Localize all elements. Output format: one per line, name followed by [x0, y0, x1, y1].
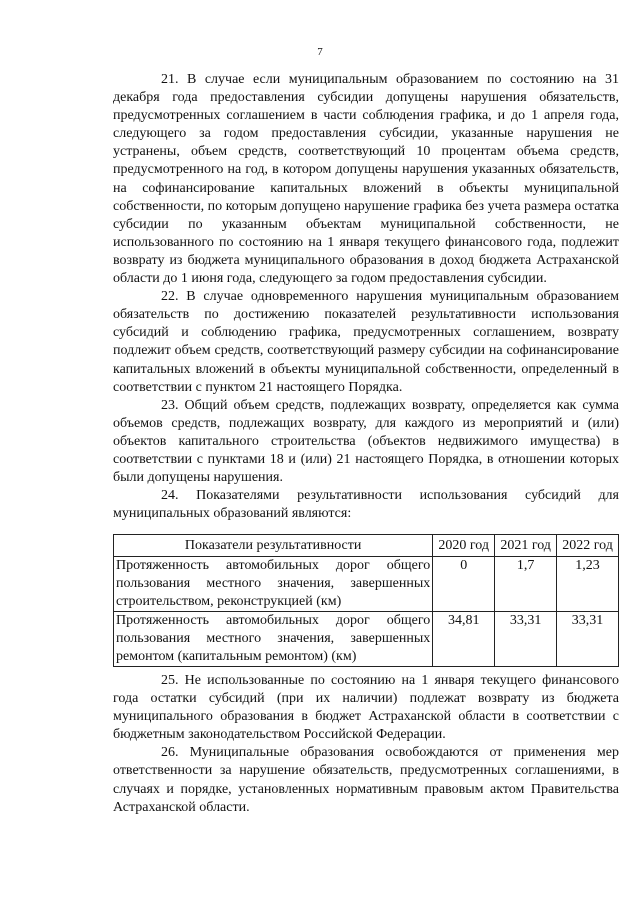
paragraph-22: 22. В случае одновременного нарушения муниципальным образованием обязательств по достижению показателей результативности использования субсидий и соблюдению графика, предусмотренных соглашением, возврату подлежит объем средств, соответствующий размеру субсидии на софинансирование капитальных вложений в объекты муниципальной собственности, определенный в соответствии с пунктом 21 настоящего Порядка.	[113, 289, 619, 395]
table-row	[114, 612, 619, 667]
paragraph-26: 26. Муниципальные образования освобождаются от применения мер ответственности за нарушение обязательств, предусмотренных соглашениями, в случаях и порядке, установленных нормативным правовым актом Правительства Астраханской области.	[113, 745, 619, 815]
paragraph-23: 23. Общий объем средств, подлежащих возврату, определяется как сумма объемов средств, подлежащих возврату, для каждого из мероприятий и (или) объектов капитального строительства (объектов недвижимого имущества) в соответствии с пунктами 18 и (или) 21 настоящего Порядка, в отношении которых были допущены нарушения.	[113, 397, 619, 486]
document-body-bottom	[113, 672, 619, 817]
indicator-value: 34,81	[433, 612, 495, 667]
indicator-value: 0	[433, 557, 495, 612]
table-row	[114, 557, 619, 612]
paragraph-24: 24. Показателями результативности использования субсидий для муниципальных образований являются:	[113, 488, 619, 522]
indicator-name: Протяженность автомобильных дорог общего пользования местного значения, завершенных ремонтом (капитальным ремонтом) (км)	[114, 612, 433, 667]
document-body-top	[113, 71, 619, 523]
indicator-value: 33,31	[557, 612, 619, 667]
indicators-table	[113, 534, 619, 667]
indicator-value: 1,7	[495, 557, 557, 612]
page-number: 7	[317, 46, 323, 58]
paragraph-25: 25. Не использованные по состоянию на 1 января текущего финансового года остатки субсидий (при их наличии) подлежат возврату из бюджета муниципального образования в бюджет Астраханской области в соответствии с бюджетным законодательством Российской Федерации.	[113, 673, 619, 743]
paragraph-21: 21. В случае если муниципальным образованием по состоянию на 31 декабря года предоставления субсидии допущены нарушения обязательств, предусмотренных соглашением в части соблюдения графика, и до 1 апреля года, следующего за годом предоставления субсидии, указанные нарушения не устранены, объем средств, соответствующий 10 процентам объема средств, предусмотренного на год, в котором допущены нарушения указанных обязательств, на софинансирование капитальных вложений в объекты муниципальной собственности, по которым допущено нарушение графика без учета размера остатка субсидии по указанным объектам муниципальной собственности, не использованного по состоянию на 1 января текущего финансового года, подлежит возврату из бюджета муниципального образования в доход бюджета Астраханской области до 1 июня года, следующего за годом предоставления субсидии.	[113, 72, 619, 287]
column-header: Показатели результативности	[114, 535, 433, 557]
column-header: 2021 год	[495, 535, 557, 557]
column-header: 2022 год	[557, 535, 619, 557]
column-header: 2020 год	[433, 535, 495, 557]
indicator-name: Протяженность автомобильных дорог общего пользования местного значения, завершенных строительством, реконструкцией (км)	[114, 557, 433, 612]
table-header-row	[114, 535, 619, 557]
indicator-value: 33,31	[495, 612, 557, 667]
indicator-value: 1,23	[557, 557, 619, 612]
